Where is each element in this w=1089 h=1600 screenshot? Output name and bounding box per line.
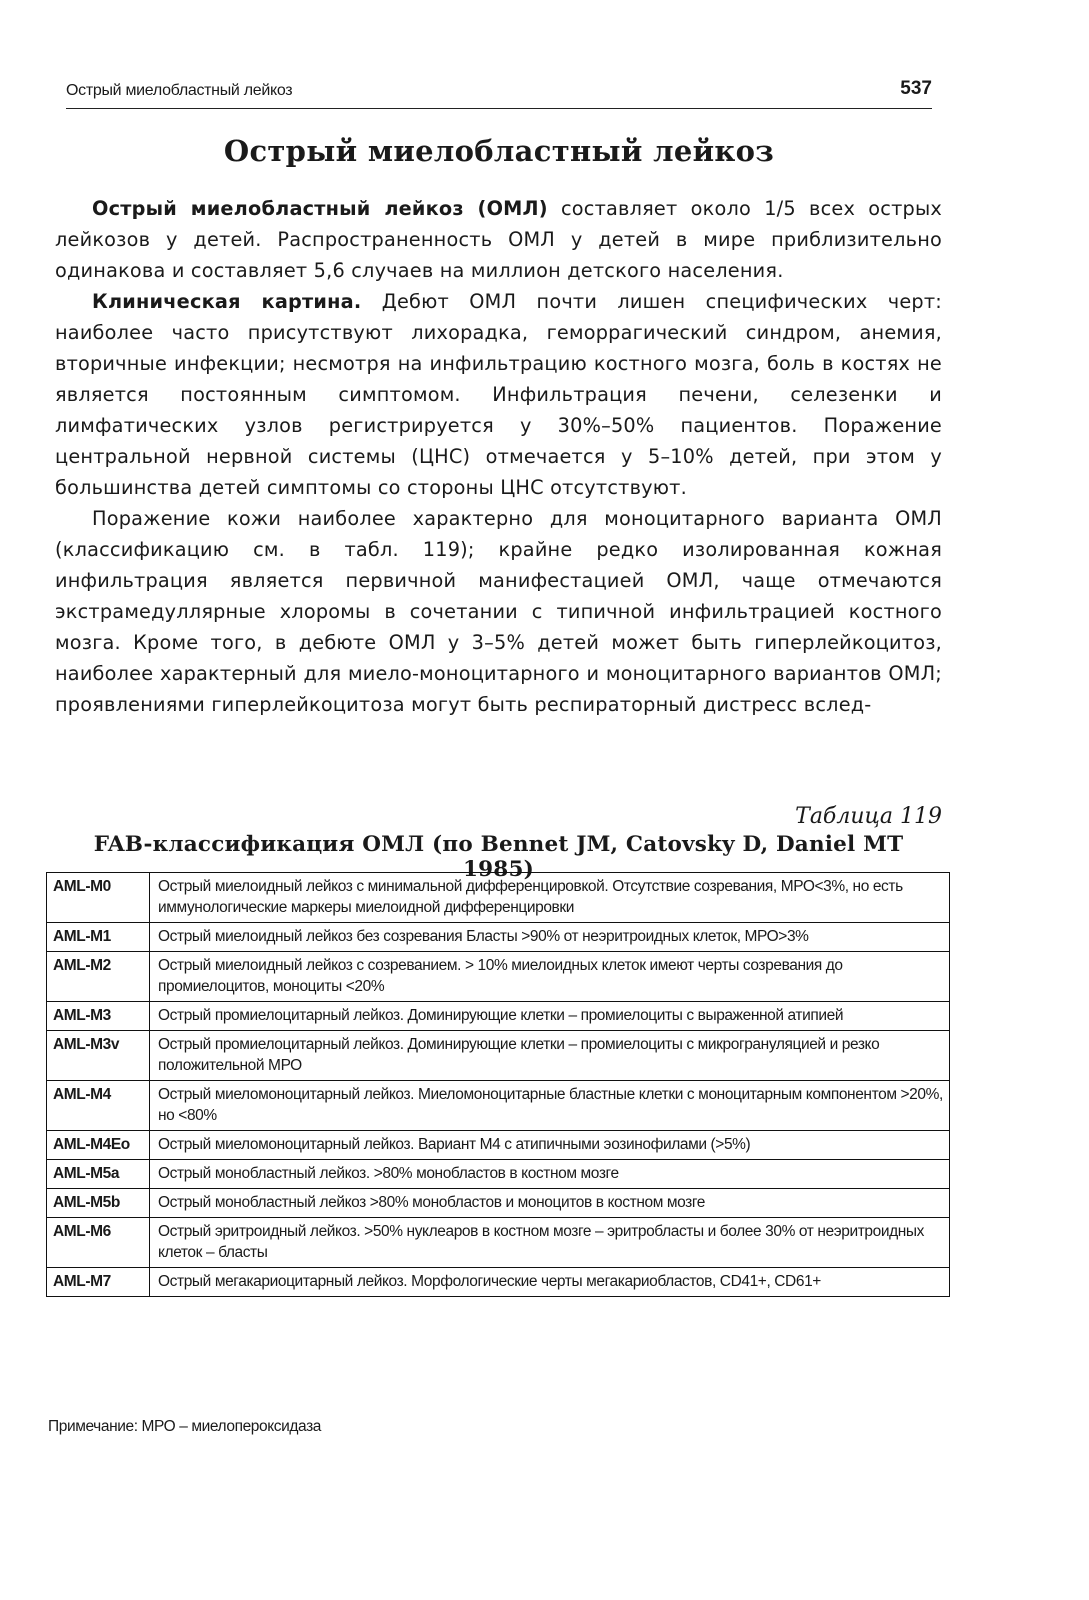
aml-description: Острый монобластный лейкоз >80% монобластов и моноцитов в костном мозге [150,1189,950,1218]
fab-classification-table [46,872,950,1297]
header-rule [66,108,932,109]
paragraph-intro-lead: Острый миелобластный лейкоз (ОМЛ) [92,197,548,220]
aml-code: AML-M3v [47,1031,150,1081]
running-title: Острый миелобластный лейкоз [66,82,293,99]
aml-code: AML-M5b [47,1189,150,1218]
table-row [47,1002,950,1031]
aml-code: AML-M7 [47,1268,150,1297]
paragraph-intro-text: составляет около 1/5 всех острых лейкозов у детей. Распространенность ОМЛ у детей в мире приблизительно одинакова и составляет 5,6 случаев на миллион детского населения. [55,197,942,282]
table-row [47,1131,950,1160]
table-row [47,1189,950,1218]
paragraph-clinical-text: Дебют ОМЛ почти лишен специфических черт: наиболее часто присутствуют лихорадка, геморрагический синдром, анемия, вторичные инфекции; несмотря на инфильтрацию костного мозга, боль в костях не является постоянным симптомом. Инфильтрация печени, селезенки и лимфатических узлов регистрируется у 30%–50% пациентов. Поражение центральной нервной системы (ЦНС) отмечается у 5–10% детей, при этом у большинства детей симптомы со стороны ЦНС отсутствуют. [55,290,942,499]
table-row [47,1031,950,1081]
aml-description: Острый монобластный лейкоз. >80% монобластов в костном мозге [150,1160,950,1189]
paragraph-clinical [55,286,942,503]
aml-code: AML-M4 [47,1081,150,1131]
body-text [55,193,942,720]
aml-description: Острый миелоидный лейкоз с созреванием. > 10% миелоидных клеток имеют черты созревания до промиелоцитов, моноциты <20% [150,952,950,1002]
table-title: FAB-классификация ОМЛ (по Bennet JM, Catovsky D, Daniel MT 1985) [93,832,904,882]
aml-description: Острый промиелоцитарный лейкоз. Доминирующие клетки – промиелоциты с выраженной атипией [150,1002,950,1031]
page-number: 537 [900,78,932,99]
aml-code: AML-M4Eo [47,1131,150,1160]
aml-description: Острый эритроидный лейкоз. >50% нуклеаров в костном мозге – эритробласты и более 30% от неэритроидных клеток – бласты [150,1218,950,1268]
paragraph-clinical-lead: Клиническая картина. [92,290,362,313]
aml-code: AML-M3 [47,1002,150,1031]
aml-code: AML-M1 [47,923,150,952]
paragraph-skin-text: Поражение кожи наиболее характерно для моноцитарного варианта ОМЛ (классификацию см. в табл. 119); крайне редко изолированная кожная инфильтрация является первичной манифестацией ОМЛ, чаще отмечаются экстрамедуллярные хлоромы в сочетании с типичной инфильтрацией костного мозга. Кроме того, в дебюте ОМЛ у 3–5% детей может быть гиперлейкоцитоз, наиболее характерный для миело-моноцитарного и моноцитарного вариантов ОМЛ; проявлениями гиперлейкоцитоза могут быть респираторный дистресс вслед- [55,507,942,716]
running-head [66,78,932,100]
aml-code: AML-M0 [47,873,150,923]
aml-description: Острый миелоидный лейкоз без созревания Бласты >90% от неэритроидных клеток, МРО>3% [150,923,950,952]
aml-code: AML-M5a [47,1160,150,1189]
chapter-title: Острый миелобластный лейкоз [223,134,775,168]
aml-description: Острый миеломоноцитарный лейкоз. Вариант М4 с атипичными эозинофилами (>5%) [150,1131,950,1160]
aml-description: Острый миеломоноцитарный лейкоз. Миеломоноцитарные бластные клетки с моноцитарным компонентом >20%, но <80% [150,1081,950,1131]
paragraph-intro [55,193,942,286]
table-note: Примечание: МРО – миелопероксидаза [48,1418,322,1435]
table-row [47,1160,950,1189]
table-row [47,952,950,1002]
table-row [47,1218,950,1268]
aml-description: Острый миелоидный лейкоз с минимальной дифференцировкой. Отсутствие созревания, МРО<3%, но есть иммунологические маркеры миелоидной дифференцировки [150,873,950,923]
table-row [47,923,950,952]
aml-description: Острый мегакариоцитарный лейкоз. Морфологические черты мегакариобластов, CD41+, CD61+ [150,1268,950,1297]
paragraph-skin [55,503,942,720]
aml-code: AML-M2 [47,952,150,1002]
table-row [47,1081,950,1131]
aml-code: AML-M6 [47,1218,150,1268]
table-row [47,1268,950,1297]
aml-description: Острый промиелоцитарный лейкоз. Доминирующие клетки – промиелоциты с микрогрануляцией и резко положительной МРО [150,1031,950,1081]
table-caption: Таблица 119 [795,804,942,829]
table-row [47,873,950,923]
